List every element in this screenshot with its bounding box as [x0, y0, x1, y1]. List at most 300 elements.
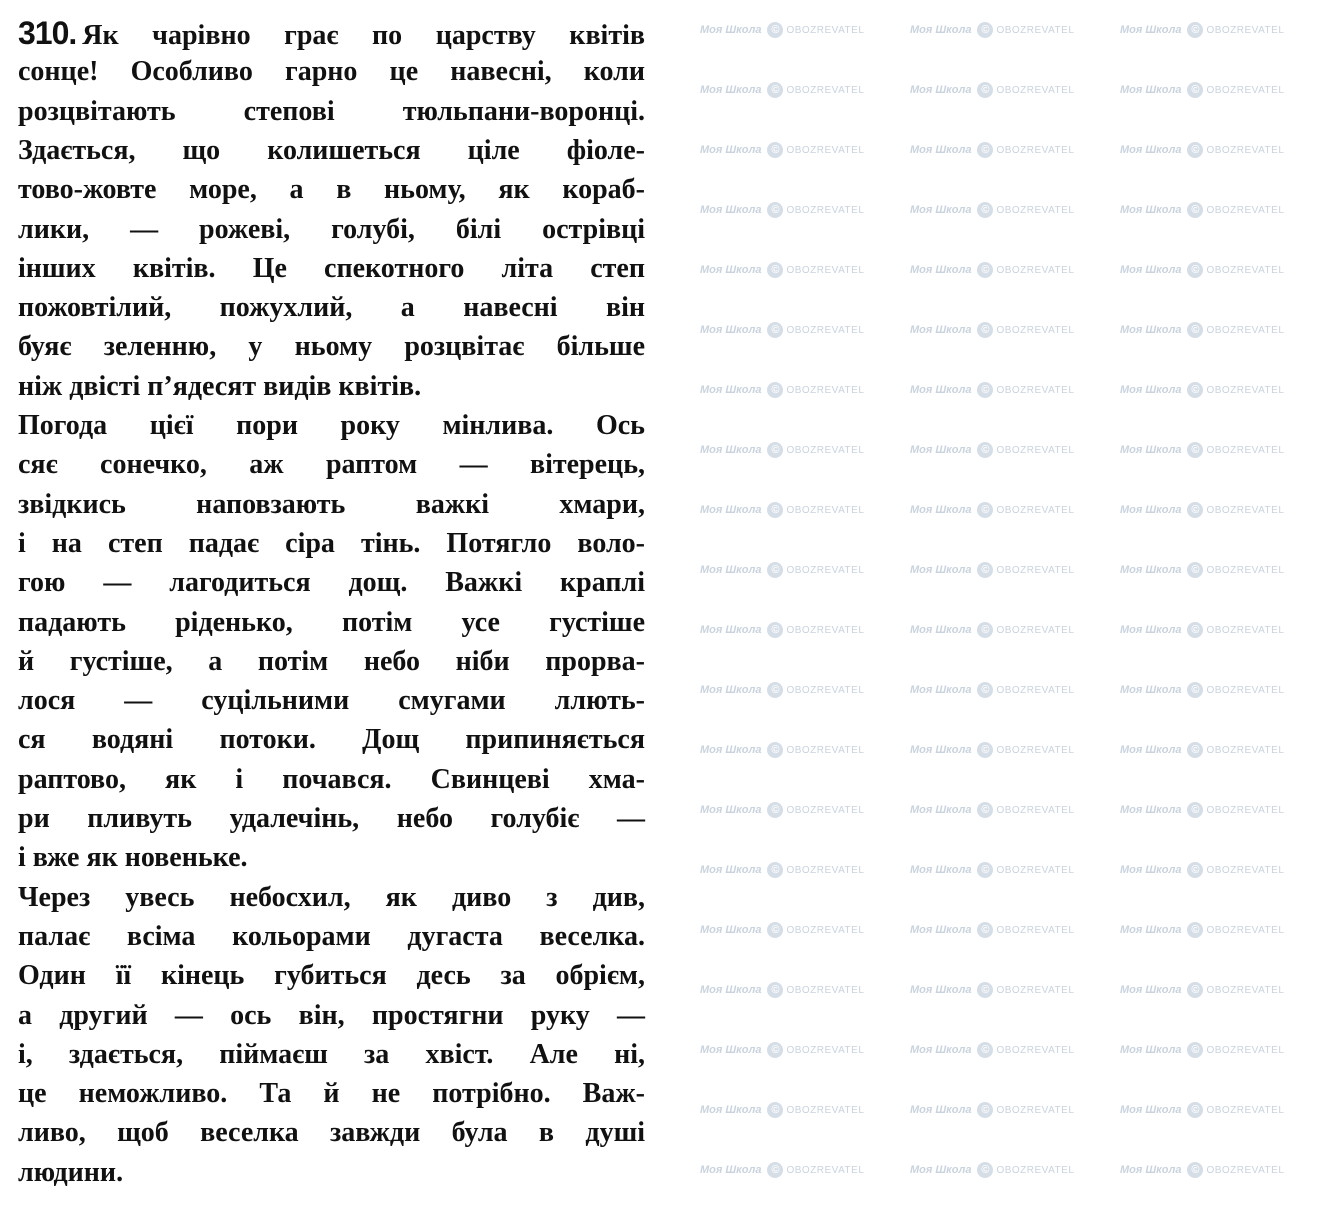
line-text: сяє сонечко, аж раптом — вітерець, [18, 449, 645, 481]
line-text: тово-жовте море, а в ньому, як кораб- [18, 174, 645, 206]
line-text: інших квітів. Це спекотного літа степ [18, 252, 645, 284]
watermark-logo: OBOZREVATEL [786, 805, 865, 816]
copyright-icon: © [1187, 502, 1203, 518]
copyright-icon: © [977, 802, 993, 818]
watermark [910, 742, 1090, 759]
line-text: розцвітають степові тюльпани-воронці. [18, 95, 645, 127]
copyright-icon: © [977, 442, 993, 458]
watermark-logo: OBOZREVATEL [996, 985, 1075, 996]
watermark [910, 202, 1090, 219]
watermark [700, 502, 880, 519]
watermark [700, 1162, 880, 1179]
watermark [910, 802, 1090, 819]
watermark [700, 622, 880, 639]
copyright-icon: © [1187, 862, 1203, 878]
watermark [910, 922, 1090, 939]
watermark-brand: Моя Школа [700, 444, 762, 456]
copyright-icon: © [977, 1102, 993, 1118]
watermark-brand: Моя Школа [700, 324, 762, 336]
watermark-brand: Моя Школа [910, 1164, 972, 1176]
watermark-brand: Моя Школа [1120, 564, 1182, 576]
line-text: палає всіма кольорами дугаста веселка. [18, 920, 645, 952]
copyright-icon: © [767, 682, 783, 698]
copyright-icon: © [767, 442, 783, 458]
watermark-brand: Моя Школа [1120, 804, 1182, 816]
watermark [910, 262, 1090, 279]
text-line [18, 289, 645, 327]
watermark-logo: OBOZREVATEL [786, 625, 865, 636]
copyright-icon: © [1187, 22, 1203, 38]
text-line [18, 171, 645, 209]
watermark [1120, 802, 1300, 819]
watermark-brand: Моя Школа [910, 24, 972, 36]
copyright-icon: © [767, 922, 783, 938]
watermark-logo: OBOZREVATEL [996, 25, 1075, 36]
copyright-icon: © [1187, 322, 1203, 338]
watermark-logo: OBOZREVATEL [786, 385, 865, 396]
watermark-brand: Моя Школа [700, 84, 762, 96]
watermark [700, 1042, 880, 1059]
watermark-logo: OBOZREVATEL [1206, 745, 1285, 756]
watermark-logo: OBOZREVATEL [996, 385, 1075, 396]
copyright-icon: © [977, 622, 993, 638]
copyright-icon: © [977, 862, 993, 878]
watermark [1120, 1042, 1300, 1059]
line-text: звідкись наповзають важкі хмари, [18, 488, 645, 520]
watermark-brand: Моя Школа [910, 324, 972, 336]
text-line [18, 368, 645, 406]
line-text: а другий — ось він, простягни руку — [18, 999, 645, 1031]
watermark [700, 322, 880, 339]
watermark-brand: Моя Школа [700, 684, 762, 696]
watermark [910, 142, 1090, 159]
watermark [1120, 742, 1300, 759]
watermark-logo: OBOZREVATEL [786, 85, 865, 96]
watermark-brand: Моя Школа [700, 564, 762, 576]
watermark-logo: OBOZREVATEL [996, 625, 1075, 636]
watermark-logo: OBOZREVATEL [1206, 505, 1285, 516]
text-line [18, 486, 645, 524]
line-text: Один її кінець губиться десь за обрієм, [18, 960, 645, 992]
watermark-brand: Моя Школа [1120, 444, 1182, 456]
watermark [1120, 1162, 1300, 1179]
copyright-icon: © [767, 1042, 783, 1058]
text-line [18, 525, 645, 563]
watermark [700, 382, 880, 399]
text-line [18, 564, 645, 602]
watermark-logo: OBOZREVATEL [786, 505, 865, 516]
copyright-icon: © [977, 1042, 993, 1058]
watermark [910, 502, 1090, 519]
copyright-icon: © [977, 262, 993, 278]
watermark [1120, 382, 1300, 399]
text-line [18, 211, 645, 249]
watermark [700, 742, 880, 759]
watermark [700, 682, 880, 699]
watermark [1120, 262, 1300, 279]
text-line [18, 250, 645, 288]
line-text: гою — лагодиться дощ. Важкі краплі [18, 567, 645, 599]
watermark [700, 262, 880, 279]
watermark-brand: Моя Школа [700, 1104, 762, 1116]
copyright-icon: © [977, 202, 993, 218]
watermark [1120, 202, 1300, 219]
watermark-logo: OBOZREVATEL [1206, 445, 1285, 456]
watermark [700, 202, 880, 219]
watermark [1120, 502, 1300, 519]
copyright-icon: © [977, 1162, 993, 1178]
watermark-logo: OBOZREVATEL [1206, 625, 1285, 636]
watermark-brand: Моя Школа [700, 864, 762, 876]
line-text: лики, — рожеві, голубі, білі острівці [18, 213, 645, 245]
line-text: сонце! Особливо гарно це навесні, коли [18, 56, 645, 88]
watermark-brand: Моя Школа [910, 1104, 972, 1116]
line-text: і вже як новеньке. [18, 842, 248, 874]
watermark-brand: Моя Школа [910, 504, 972, 516]
watermark-brand: Моя Школа [910, 1044, 972, 1056]
copyright-icon: © [977, 742, 993, 758]
copyright-icon: © [1187, 622, 1203, 638]
copyright-icon: © [977, 22, 993, 38]
line-text: ніж двісті п’ядесят видів квітів. [18, 370, 422, 402]
watermark-brand: Моя Школа [1120, 324, 1182, 336]
watermark [700, 802, 880, 819]
text-line [18, 682, 645, 720]
watermark [700, 1102, 880, 1119]
watermark-logo: OBOZREVATEL [996, 805, 1075, 816]
copyright-icon: © [977, 982, 993, 998]
copyright-icon: © [1187, 682, 1203, 698]
watermark-logo: OBOZREVATEL [1206, 325, 1285, 336]
watermark-logo: OBOZREVATEL [786, 1105, 865, 1116]
watermark-brand: Моя Школа [910, 984, 972, 996]
watermark-logo: OBOZREVATEL [1206, 1045, 1285, 1056]
copyright-icon: © [1187, 442, 1203, 458]
text-line [18, 1075, 645, 1113]
watermark [910, 622, 1090, 639]
line-text: Через увесь небосхил, як диво з див, [18, 881, 645, 913]
line-text: ливо, щоб веселка завжди була в душі [18, 1117, 645, 1149]
text-line [18, 328, 645, 366]
watermark [1120, 562, 1300, 579]
text-line [18, 446, 645, 484]
line-text: Погода цієї пори року мінлива. Ось [18, 410, 645, 441]
line-text: буяє зеленню, у ньому розцвітає більше [18, 331, 645, 363]
watermark [1120, 682, 1300, 699]
watermark-brand: Моя Школа [1120, 1164, 1182, 1176]
watermark-brand: Моя Школа [700, 264, 762, 276]
watermark [700, 862, 880, 879]
watermark-logo: OBOZREVATEL [996, 1105, 1075, 1116]
watermark-logo: OBOZREVATEL [996, 1045, 1075, 1056]
watermark [910, 1162, 1090, 1179]
text-line [18, 407, 645, 445]
watermark-logo: OBOZREVATEL [786, 445, 865, 456]
watermark [910, 562, 1090, 579]
line-text: раптово, як і почався. Свинцеві хма- [18, 763, 645, 795]
copyright-icon: © [767, 862, 783, 878]
watermark [910, 382, 1090, 399]
watermark-brand: Моя Школа [910, 264, 972, 276]
watermark [910, 862, 1090, 879]
copyright-icon: © [1187, 562, 1203, 578]
watermark-brand: Моя Школа [910, 864, 972, 876]
watermark-brand: Моя Школа [1120, 624, 1182, 636]
copyright-icon: © [1187, 742, 1203, 758]
watermark-brand: Моя Школа [1120, 264, 1182, 276]
watermark-brand: Моя Школа [1120, 1104, 1182, 1116]
copyright-icon: © [1187, 982, 1203, 998]
watermark [1120, 922, 1300, 939]
watermark [1120, 82, 1300, 99]
copyright-icon: © [767, 1102, 783, 1118]
watermark-logo: OBOZREVATEL [1206, 265, 1285, 276]
line-text: лося — суцільними смугами ллють- [18, 685, 645, 717]
copyright-icon: © [1187, 802, 1203, 818]
watermark [910, 22, 1090, 39]
exercise-number: 310. [18, 15, 77, 51]
watermark-brand: Моя Школа [910, 624, 972, 636]
copyright-icon: © [767, 562, 783, 578]
watermark-brand: Моя Школа [1120, 864, 1182, 876]
watermark [910, 682, 1090, 699]
watermark [1120, 622, 1300, 639]
watermark-logo: OBOZREVATEL [786, 985, 865, 996]
watermark-brand: Моя Школа [1120, 924, 1182, 936]
watermark-logo: OBOZREVATEL [1206, 385, 1285, 396]
watermark-brand: Моя Школа [1120, 504, 1182, 516]
copyright-icon: © [767, 742, 783, 758]
watermark [700, 982, 880, 999]
watermark-brand: Моя Школа [700, 1164, 762, 1176]
watermark-brand: Моя Школа [1120, 84, 1182, 96]
copyright-icon: © [1187, 202, 1203, 218]
watermark-brand: Моя Школа [700, 984, 762, 996]
copyright-icon: © [977, 682, 993, 698]
watermark-brand: Моя Школа [910, 924, 972, 936]
line-text: ри пливуть удалечінь, небо голубіє — [18, 803, 645, 834]
watermark [1120, 442, 1300, 459]
text-line [18, 761, 645, 799]
watermark-logo: OBOZREVATEL [786, 1165, 865, 1176]
copyright-icon: © [977, 502, 993, 518]
watermark [700, 562, 880, 579]
watermark-brand: Моя Школа [1120, 984, 1182, 996]
text-line [18, 997, 645, 1035]
copyright-icon: © [767, 1162, 783, 1178]
copyright-icon: © [1187, 82, 1203, 98]
text-line [18, 957, 645, 995]
watermark-brand: Моя Школа [910, 384, 972, 396]
watermark-brand: Моя Школа [910, 744, 972, 756]
copyright-icon: © [1187, 1162, 1203, 1178]
watermark-logo: OBOZREVATEL [786, 25, 865, 36]
watermark-logo: OBOZREVATEL [1206, 85, 1285, 96]
watermark-logo: OBOZREVATEL [786, 865, 865, 876]
watermark [1120, 862, 1300, 879]
watermark-brand: Моя Школа [700, 504, 762, 516]
copyright-icon: © [977, 142, 993, 158]
copyright-icon: © [767, 382, 783, 398]
text-line [18, 918, 645, 956]
copyright-icon: © [767, 802, 783, 818]
watermark-logo: OBOZREVATEL [786, 265, 865, 276]
copyright-icon: © [977, 82, 993, 98]
text-line [18, 1114, 645, 1152]
line-text: Здається, що колишеться ціле фіоле- [18, 134, 645, 166]
watermark-brand: Моя Школа [700, 384, 762, 396]
watermark [1120, 322, 1300, 339]
copyright-icon: © [767, 502, 783, 518]
text-line [18, 879, 645, 917]
watermark-logo: OBOZREVATEL [996, 505, 1075, 516]
copyright-icon: © [1187, 922, 1203, 938]
line-text: і на степ падає сіра тінь. Потягло воло- [18, 527, 645, 559]
text-line [18, 1036, 645, 1074]
copyright-icon: © [767, 322, 783, 338]
watermark-logo: OBOZREVATEL [996, 685, 1075, 696]
watermark [700, 82, 880, 99]
watermark-brand: Моя Школа [700, 744, 762, 756]
watermark-brand: Моя Школа [910, 444, 972, 456]
watermark [1120, 1102, 1300, 1119]
watermark [1120, 982, 1300, 999]
copyright-icon: © [1187, 142, 1203, 158]
line-text: і, здається, піймаєш за хвіст. Але ні, [18, 1038, 645, 1070]
text-line [18, 839, 645, 877]
copyright-icon: © [1187, 262, 1203, 278]
watermark-logo: OBOZREVATEL [996, 265, 1075, 276]
text-line [18, 132, 645, 170]
watermark [910, 982, 1090, 999]
watermark-logo: OBOZREVATEL [1206, 145, 1285, 156]
watermark-brand: Моя Школа [1120, 1044, 1182, 1056]
copyright-icon: © [767, 982, 783, 998]
copyright-icon: © [977, 922, 993, 938]
watermark-logo: OBOZREVATEL [996, 865, 1075, 876]
watermark-brand: Моя Школа [700, 1044, 762, 1056]
watermark-logo: OBOZREVATEL [786, 745, 865, 756]
copyright-icon: © [767, 142, 783, 158]
watermark-logo: OBOZREVATEL [996, 205, 1075, 216]
watermark-brand: Моя Школа [910, 204, 972, 216]
watermark-brand: Моя Школа [700, 144, 762, 156]
text-line [18, 1154, 645, 1192]
watermark-logo: OBOZREVATEL [786, 325, 865, 336]
watermark-brand: Моя Школа [700, 924, 762, 936]
line-text: людини. [18, 1156, 124, 1188]
line-text: пожовтілий, пожухлий, а навесні він [18, 292, 645, 324]
watermark-brand: Моя Школа [700, 204, 762, 216]
copyright-icon: © [767, 22, 783, 38]
text-line [18, 604, 645, 642]
watermark [1120, 22, 1300, 39]
copyright-icon: © [977, 322, 993, 338]
watermark-logo: OBOZREVATEL [996, 145, 1075, 156]
watermark-logo: OBOZREVATEL [786, 205, 865, 216]
copyright-icon: © [977, 382, 993, 398]
watermark-logo: OBOZREVATEL [996, 565, 1075, 576]
watermark-logo: OBOZREVATEL [786, 145, 865, 156]
watermark-brand: Моя Школа [1120, 684, 1182, 696]
watermark-brand: Моя Школа [910, 684, 972, 696]
watermark [910, 82, 1090, 99]
watermark-logo: OBOZREVATEL [1206, 865, 1285, 876]
watermark-logo: OBOZREVATEL [996, 325, 1075, 336]
watermark-layer [680, 0, 1320, 1208]
copyright-icon: © [767, 622, 783, 638]
watermark-brand: Моя Школа [910, 804, 972, 816]
watermark-logo: OBOZREVATEL [1206, 685, 1285, 696]
text-line [18, 800, 645, 838]
copyright-icon: © [1187, 1102, 1203, 1118]
watermark-brand: Моя Школа [1120, 144, 1182, 156]
text-line [18, 53, 645, 91]
watermark-logo: OBOZREVATEL [786, 1045, 865, 1056]
watermark-brand: Моя Школа [1120, 204, 1182, 216]
copyright-icon: © [767, 82, 783, 98]
watermark-logo: OBOZREVATEL [1206, 205, 1285, 216]
watermark [700, 922, 880, 939]
text-line [18, 14, 645, 52]
copyright-icon: © [767, 202, 783, 218]
text-line [18, 643, 645, 681]
watermark-logo: OBOZREVATEL [996, 1165, 1075, 1176]
watermark-logo: OBOZREVATEL [1206, 985, 1285, 996]
watermark-logo: OBOZREVATEL [786, 925, 865, 936]
watermark-logo: OBOZREVATEL [786, 565, 865, 576]
watermark [910, 1102, 1090, 1119]
watermark-logo: OBOZREVATEL [1206, 805, 1285, 816]
copyright-icon: © [1187, 382, 1203, 398]
watermark [700, 442, 880, 459]
watermark-logo: OBOZREVATEL [1206, 565, 1285, 576]
text-line [18, 721, 645, 759]
line-text: ся водяні потоки. Дощ припиняється [18, 724, 645, 756]
watermark-brand: Моя Школа [1120, 24, 1182, 36]
watermark-brand: Моя Школа [700, 804, 762, 816]
watermark-logo: OBOZREVATEL [996, 85, 1075, 96]
watermark-brand: Моя Школа [910, 84, 972, 96]
line-text: й густіше, а потім небо ніби прорва- [18, 645, 645, 677]
watermark [1120, 142, 1300, 159]
watermark-logo: OBOZREVATEL [1206, 1165, 1285, 1176]
watermark [910, 322, 1090, 339]
watermark [700, 22, 880, 39]
watermark-brand: Моя Школа [700, 24, 762, 36]
line-text: Як чарівно грає по царству квітів [82, 20, 645, 51]
watermark [910, 1042, 1090, 1059]
watermark-logo: OBOZREVATEL [996, 445, 1075, 456]
watermark-brand: Моя Школа [1120, 384, 1182, 396]
copyright-icon: © [1187, 1042, 1203, 1058]
watermark [910, 442, 1090, 459]
watermark-brand: Моя Школа [910, 144, 972, 156]
watermark-logo: OBOZREVATEL [1206, 1105, 1285, 1116]
line-text: падають ріденько, потім усе густіше [18, 606, 645, 638]
watermark-logo: OBOZREVATEL [1206, 925, 1285, 936]
watermark-brand: Моя Школа [910, 564, 972, 576]
text-line [18, 93, 645, 131]
watermark-logo: OBOZREVATEL [996, 745, 1075, 756]
copyright-icon: © [767, 262, 783, 278]
watermark [700, 142, 880, 159]
exercise-text [18, 0, 645, 1208]
line-text: це неможливо. Та й не потрібно. Важ- [18, 1078, 645, 1110]
watermark-brand: Моя Школа [1120, 744, 1182, 756]
watermark-brand: Моя Школа [700, 624, 762, 636]
watermark-logo: OBOZREVATEL [996, 925, 1075, 936]
